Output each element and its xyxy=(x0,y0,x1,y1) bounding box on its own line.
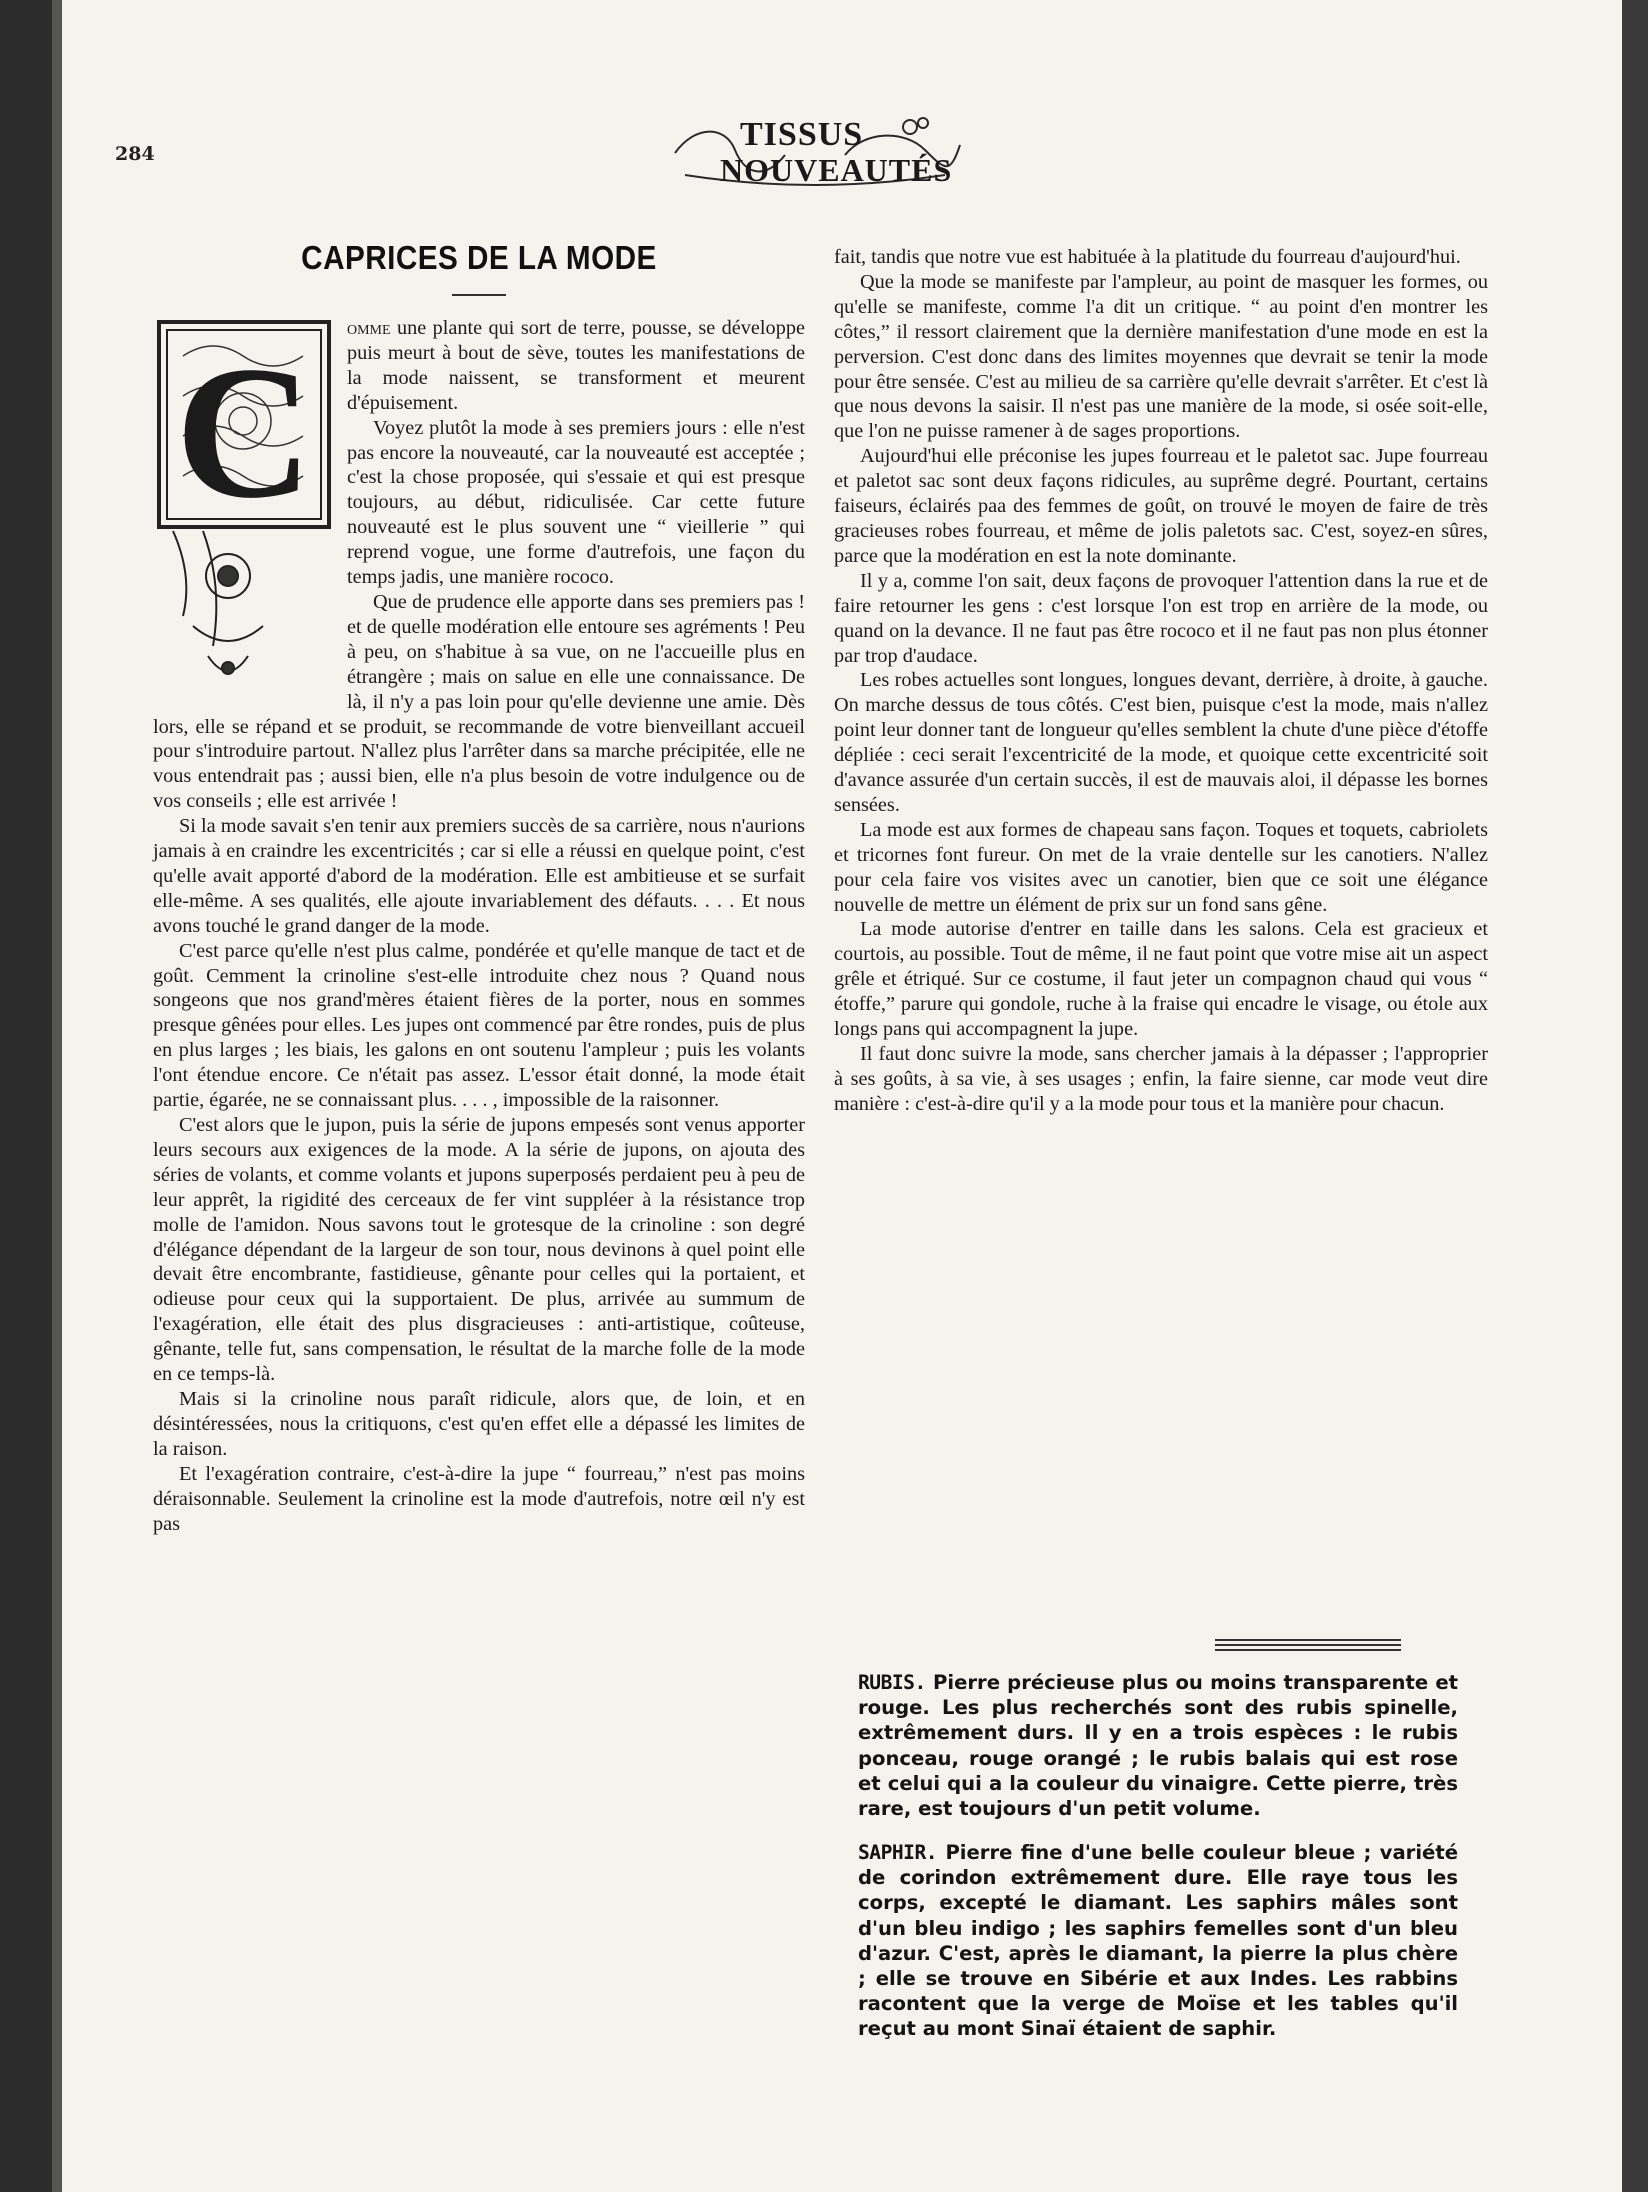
glossary-definition: Pierre précieuse plus ou moins transparente et rouge. Les plus recherchés sont des rubis spinelle, extrêmement durs. Il y en a trois espèces : le rubis ponceau, rouge orangé ; le rubis balais qui est rose et celui qui a la couleur du vinaigre. Cette pierre, très rare, est toujours d'un petit volume. xyxy=(858,1671,1459,1821)
article-paragraph: Les robes actuelles sont longues, longues devant, derrière, à droite, à gauche. On marche dessus de tous côtés. C'est bien, puisque c'est la mode, mais n'allez point leur donner tant de longueur qu'elles semblent la chute d'une pièce d'étoffe dépliée : ceci serait l'excentricité de la mode, et quoique cette excentricité soit d'avance assurée d'un certain succès, il est de mauvais aloi, il dépasse les bornes sensées. xyxy=(834,669,1488,816)
glossary-term: RUBIS. xyxy=(858,1671,926,1694)
article-paragraph: Voyez plutôt la mode à ses premiers jours : elle n'est pas encore la nouveauté, car la nouveauté est acceptée ; c'est la chose proposée, qui s'essaie et qui est presque toujours, au début, ridiculisée. Car cette future nouveauté est le plus souvent une “ vieillerie ” qui reprend vogue, une forme d'autrefois, une façon du temps jadis, une manière rococo. xyxy=(347,416,805,589)
binding-edge xyxy=(1622,0,1648,2192)
binding-spine xyxy=(52,0,62,2192)
glossary-definition: Pierre fine d'une belle couleur bleue ; variété de corindon extrêmement dure. Elle raye tous les corps, excepté le diamant. Les saphirs mâles sont d'un bleu indigo ; les saphirs femelles sont d'un bleu d'azur. C'est, après le diamant, la pierre la plus chère ; elle se trouve en Sibérie et aux Indes. Les rabbins racontent que la verge de Moïse et les tables qu'il reçut au mont Sinaï étaient de saphir. xyxy=(858,1841,1458,2041)
article-paragraph: C'est alors que le jupon, puis la série de jupons empesés sont venus apporter leurs secours aux exigences de la mode. A la série de jupons, on ajouta des séries de volants, et comme volants et jupons superposés perdaient peu à peu de leur apprêt, la rigidité des cerceaux de fer vint suppléer à la résistance trop molle de l'amidon. Nous savons tout le grotesque de la crinoline : son degré d'élégance dépendant de la largeur de son tour, nous devinons à quel point elle devait être encombrante, fastidieuse, gênante pour celles qui la portaient, et odieuse pour ceux qui la supportaient. De plus, arrivée au summum de l'exagération, elle était des plus disgracieuses : anti-artistique, coûteuse, gênante, telle fut, sans compensation, le résultat de la marche folle de la mode en ce temps-là. xyxy=(153,1114,805,1386)
article-paragraph: Il faut donc suivre la mode, sans chercher jamais à la dépasser ; l'approprier à ses goûts, à sa vie, à ses usages ; enfin, la faire sienne, car mode veut dire manière : c'est-à-dire qu'il y a la mode pour tous et la manière pour chacun. xyxy=(834,1043,1488,1115)
article-title: CAPRICES DE LA MODE xyxy=(301,239,657,276)
article-right-column xyxy=(834,245,1488,1117)
article-paragraph: Si la mode savait s'en tenir aux premiers succès de sa carrière, nous n'aurions jamais à en craindre les excentricités ; car si elle a réussi en quelque point, c'est qu'elle avait apporté d'abord de la modération. Elle est ambitieuse et se surfait elle-même. A ses qualités, elle ajoute invariablement des défauts. . . . Et nous avons touché le grand danger de la mode. xyxy=(153,815,805,937)
section-separator xyxy=(1215,1639,1401,1654)
article-paragraph: Mais si la crinoline nous paraît ridicule, alors que, de loin, et en désintéressées, nous la critiquons, c'est qu'en effet elle a dépassé les limites de la raison. xyxy=(153,1387,805,1460)
article-paragraph: La mode autorise d'entrer en taille dans les salons. Cela est gracieux et courtois, au possible. Tout de même, il ne faut point que votre mise ait un aspect grêle et étriqué. Sur ce costume, il faut jeter un compagnon chaud qui vous “ étoffe,” parure qui gondole, ruche à la fraise qui encadre le visage, ou étole aux longs pans qui accompagnent la jupe. xyxy=(834,918,1488,1041)
ornamental-drop-cap-c xyxy=(153,316,335,691)
svg-text:TISSUS: TISSUS xyxy=(740,116,864,153)
article-left-column xyxy=(153,238,805,1536)
article-paragraph: Aujourd'hui elle préconise les jupes fourreau et le paletot sac. Jupe fourreau et paletot sac sont deux façons ridicules, au suprême degré. Pourtant, certains faiseurs, éclairés paa des femmes de goût, on trouvé le moyen de faire de très gracieuses robes fourreau, et même de jolis paletots sac. C'est, soyez-en sûres, parce que la modération en est la note dominante. xyxy=(834,445,1488,567)
glossary-term: SAPHIR. xyxy=(858,1841,938,1864)
article-paragraph: La mode est aux formes de chapeau sans façon. Toques et toquets, cabriolets et tricornes font fureur. On met de la vraie dentelle sur les canotiers. N'allez pour cela faire vos visites avec un canotier, bien que ce soit une élégance nouvelle de mettre un élément de prix sur un fond sans gêne. xyxy=(834,818,1488,916)
page-number: 284 xyxy=(115,143,155,165)
title-rule xyxy=(452,294,506,296)
svg-text:C: C xyxy=(175,328,313,538)
glossary-entry-saphir xyxy=(858,1840,1458,2042)
drop-cap-word-rest: omme xyxy=(347,317,391,339)
glossary-entry-rubis xyxy=(858,1670,1458,1821)
article-paragraph: Il y a, comme l'on sait, deux façons de provoquer l'attention dans la rue et de faire retourner les gens : c'est lorsque l'on est trop en arrière de la mode, ou quand on la devance. Il ne faut pas être rococo et il ne faut pas non plus étonner par trop d'audace. xyxy=(834,569,1488,667)
article-paragraph: fait, tandis que notre vue est habituée à la platitude du fourreau d'aujourd'hui. xyxy=(834,246,1461,268)
article-paragraph: Que la mode se manifeste par l'ampleur, au point de masquer les formes, ou qu'elle se manifeste, comme l'a dit un critique. “ au point d'en montrer les côtes,” il ressort clairement que la dernière manifestation d'une mode en est la perversion. C'est donc dans des limites moyennes que devrait se tenir la mode pour être sensée. C'est au milieu de sa carrière qu'elle devrait s'arrêter. Et c'est là que nous devons la saisir. Il n'est pas une manière de la mode, si osée soit-elle, que l'on ne puisse ramener à de sages proportions. xyxy=(834,270,1488,443)
paragraph-text: une plante qui sort de terre, pousse, se développe puis meurt à bout de sève, toutes les manifestations de la mode naissent, se transforment et meurent d'épuisement. xyxy=(347,317,805,414)
masthead-logo xyxy=(665,105,965,200)
article-paragraph: Que de prudence elle apporte dans ses premiers pas ! et de quelle modération elle entoure ses agréments ! Peu à peu, on s'habitue à sa vue, on ne l'accueille plus en étrangère ; mais on salue en elle une connaissance. De là, il n'y a pas loin pour qu'elle devienne une amie. Dès lors, elle se répand et se produit, se recommande de votre bienveillant accueil pour s'introduire partout. N'allez plus l'arrêter dans sa marche précipitée, elle ne vous entendrait pas ; aussi bien, elle n'a plus besoin de votre indulgence ou de vos conseils ; elle est arrivée ! xyxy=(153,590,805,813)
article-paragraph: C'est parce qu'elle n'est plus calme, pondérée et qu'elle manque de tact et de goût. Cemment la crinoline s'est-elle introduite chez nous ? Quand nous songeons que nos grand'mères étaient fières de la porter, nous en sommes presque gênées pour elles. Les jupes ont commencé par être rondes, puis de plus en plus larges ; les biais, les galons en ont soutenu l'ampleur ; puis les volants l'ont étendue encore. Ce n'était pas assez. L'essor était donné, la mode était partie, égarée, ne se connaissant plus. . . . , impossible de la raisonner. xyxy=(153,939,805,1112)
article-paragraph: Et l'exagération contraire, c'est-à-dire la jupe “ fourreau,” n'est pas moins déraisonnable. Seulement la crinoline est la mode d'autrefois, notre œil n'y est pas xyxy=(153,1462,805,1535)
svg-text:NOUVEAUTÉS: NOUVEAUTÉS xyxy=(720,152,953,188)
